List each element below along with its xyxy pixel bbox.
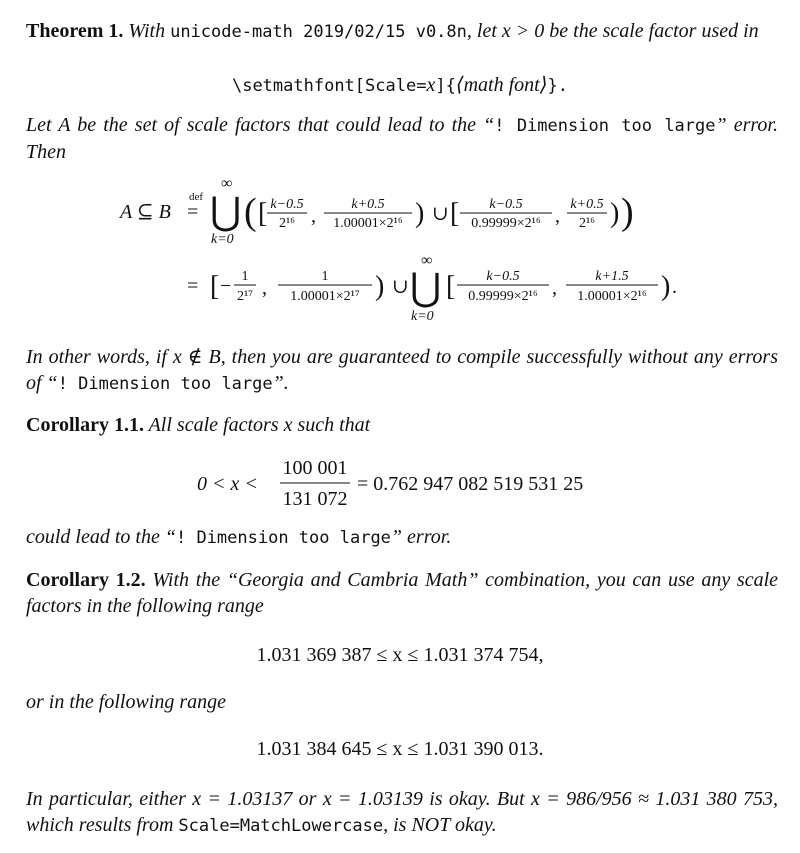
- corollary-1-2-label: Corollary 1.2.: [26, 569, 146, 591]
- bracket-1: [: [258, 198, 268, 229]
- ineq-left: 0 < x <: [197, 473, 258, 495]
- union-top: ∞: [221, 175, 233, 192]
- union-bottom-2: k=0: [411, 309, 434, 324]
- paren-2: ): [610, 198, 620, 229]
- range-2: 1.031 384 645 ≤ x ≤ 1.031 390 013.: [256, 738, 544, 760]
- theorem-text-b: , let: [466, 20, 502, 42]
- bracket-r2-1: [: [210, 271, 220, 302]
- or-following-range: or in the following range: [26, 691, 226, 713]
- scale-code: Scale=MatchLowercase: [178, 816, 384, 836]
- big-union-1: ⋃: [210, 191, 242, 233]
- r2-frac1-num: 1: [241, 269, 249, 284]
- r2-frac2-num: 1: [321, 269, 329, 284]
- union-top-2: ∞: [421, 252, 433, 269]
- theorem-label: Theorem 1.: [26, 20, 124, 42]
- comma-1: ,: [311, 205, 316, 227]
- r2-frac2-den: 1.00001×2¹⁷: [290, 289, 360, 304]
- set-a-definition: Let A be the set of scale factors that could lead to the “! Dimension too large” error. Then: [26, 114, 778, 163]
- big-union-2: ⋃: [410, 267, 442, 309]
- theorem-text-a: With: [128, 20, 171, 42]
- ineq-value: = 0.762 947 082 519 531 25: [357, 473, 584, 495]
- range-1: 1.031 369 387 ≤ x ≤ 1.031 374 754,: [256, 644, 544, 666]
- ineq-den: 131 072: [282, 488, 348, 510]
- corollary-1-1-inequality: [0, 452, 800, 516]
- corollary-1-2: Corollary 1.2. With the “Georgia and Cambria Math” combination, you can use any scale factors in the following range: [26, 569, 779, 617]
- comma-2: ,: [555, 205, 560, 227]
- corollary-1-1-after: could lead to the “! Dimension too large” error.: [26, 526, 452, 548]
- comma-4: ,: [552, 277, 557, 299]
- bracket-r2-2: [: [446, 271, 456, 302]
- paren-1: ): [415, 198, 425, 229]
- frac4-den: 2¹⁶: [578, 216, 596, 231]
- big-paren-right: ): [621, 191, 634, 233]
- r2-frac4-num: k+1.5: [595, 269, 629, 284]
- frac1-num: k−0.5: [270, 197, 304, 212]
- equation-svg: [0, 168, 800, 328]
- comma-3: ,: [262, 277, 267, 299]
- theorem-text-c: be the scale factor used in: [544, 20, 759, 42]
- corollary-1-1-label: Corollary 1.1.: [26, 414, 144, 436]
- error-message: ! Dimension too large: [57, 374, 273, 394]
- paren-4: ): [661, 271, 671, 302]
- eq-sign-2: =: [187, 275, 199, 297]
- cup-1: ∪: [432, 203, 449, 225]
- r2-frac3-den: 0.99999×2¹⁶: [468, 289, 538, 304]
- corollary-1-1: Corollary 1.1. All scale factors x such that: [26, 414, 371, 436]
- eq-lhs: A ⊆ B: [120, 201, 171, 223]
- theorem-statement: [26, 18, 778, 45]
- r2-frac3-num: k−0.5: [486, 269, 520, 284]
- minus-sign: −: [220, 275, 232, 297]
- paren-3: ): [375, 271, 385, 302]
- r2-frac1-den: 2¹⁷: [236, 289, 254, 304]
- frac3-num: k−0.5: [489, 197, 523, 212]
- eq-sign-1: =: [187, 201, 199, 223]
- period-eq: .: [672, 276, 677, 298]
- ineq-num: 100 001: [282, 457, 348, 479]
- error-message: ! Dimension too large: [494, 116, 716, 136]
- frac4-num: k+0.5: [570, 197, 604, 212]
- frac2-num: k+0.5: [351, 197, 385, 212]
- big-paren-left: (: [244, 191, 257, 233]
- setmathfont-command: \setmathfont[Scale=x]{⟨math font⟩}.: [231, 74, 569, 96]
- bracket-2: [: [450, 198, 460, 229]
- frac1-den: 2¹⁶: [278, 216, 296, 231]
- in-other-words: In other words, if x ∉ B, then you are guaranteed to compile successfully without any errors of “! Dimension too large”.: [26, 346, 778, 394]
- x-gt-zero: x > 0: [501, 20, 545, 42]
- frac3-den: 0.99999×2¹⁶: [471, 216, 541, 231]
- union-bottom: k=0: [211, 232, 234, 247]
- cup-2: ∪: [392, 276, 409, 298]
- frac2-den: 1.00001×2¹⁶: [333, 216, 403, 231]
- final-remark: In particular, either x = 1.03137 or x = 1.03139 is okay. But x = 986/956 ≈ 1.031 380 753, which results from Scale=MatchLowercase, is NOT okay.: [26, 788, 779, 836]
- inequality-svg: [0, 452, 800, 516]
- error-message: ! Dimension too large: [175, 528, 391, 548]
- r2-frac4-den: 1.00001×2¹⁶: [577, 289, 647, 304]
- def-symbol: def: [189, 191, 204, 203]
- package-version: unicode-math 2019/02/15 v0.8n: [170, 22, 467, 42]
- union-equation: [0, 168, 800, 348]
